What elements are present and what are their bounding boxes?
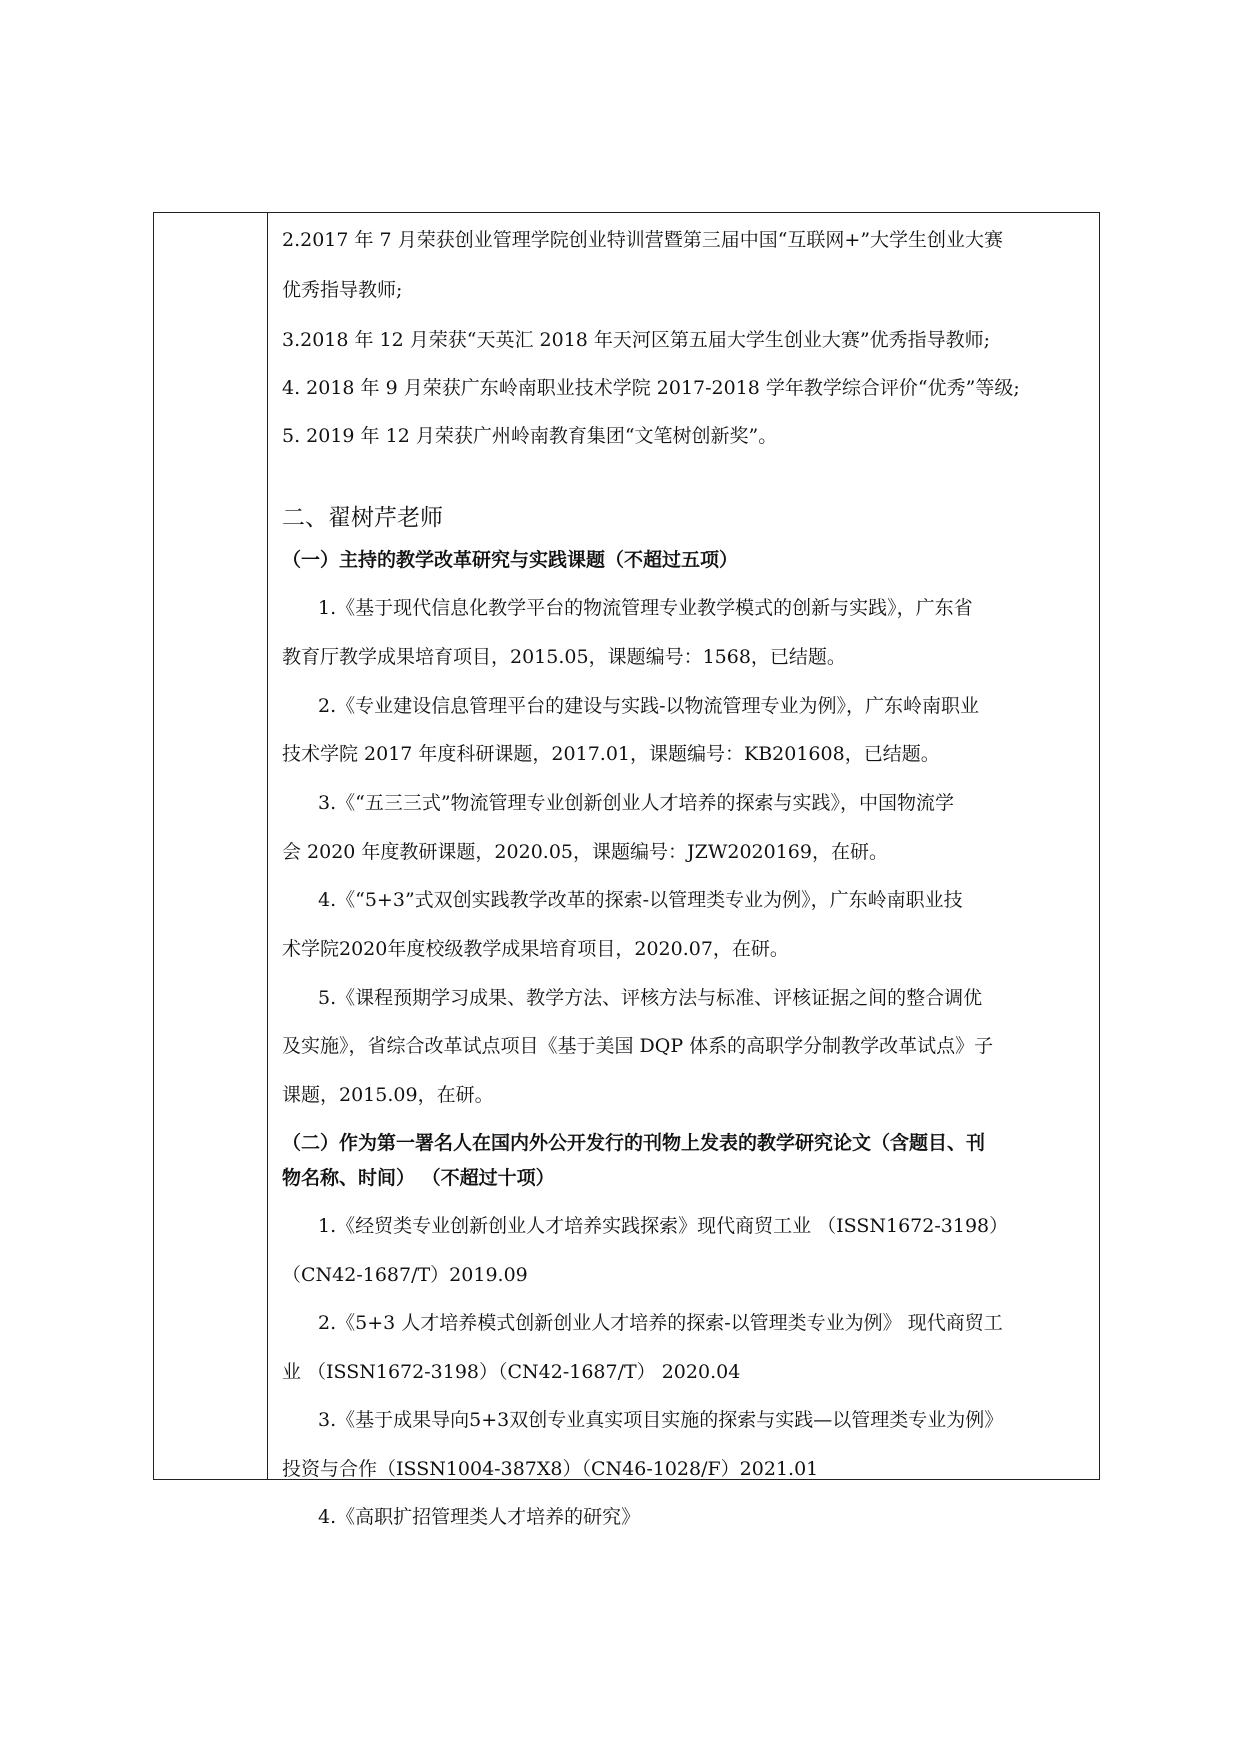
award-line-1: 2.2017 年 7 月荣获创业管理学院创业特训营暨第三届中国“互联网+”大学生创业大赛 bbox=[282, 229, 1004, 251]
award-line-4: 4. 2018 年 9 月荣获广东岭南职业技术学院 2017-2018 学年教学综合评价“优秀”等级; bbox=[282, 377, 1020, 399]
teacher-heading: 二、翟树芹老师 bbox=[282, 505, 443, 531]
paper-2-line-2: 业 （ISSN1672-3198）（CN42-1687/T） 2020.04 bbox=[282, 1361, 741, 1383]
project-1-line-2: 教育厅教学成果培育项目，2015.05，课题编号：1568，已结题。 bbox=[282, 646, 846, 668]
paper-1-line-2: （CN42-1687/T）2019.09 bbox=[282, 1264, 528, 1286]
paper-3-line-1: 3.《基于成果导向5+3双创专业真实项目实施的探索与实践—以管理类专业为例》 bbox=[318, 1409, 1004, 1431]
project-1-line-1: 1.《基于现代信息化教学平台的物流管理专业教学模式的创新与实践》，广东省 bbox=[318, 597, 973, 619]
project-4-line-2: 术学院2020年度校级教学成果培育项目，2020.07，在研。 bbox=[282, 938, 789, 960]
section2-title-line-2: 物名称、时间） （不超过十项） bbox=[282, 1167, 555, 1189]
project-5-line-2: 及实施》，省综合改革试点项目《基于美国 DQP 体系的高职学分制教学改革试点》子 bbox=[282, 1035, 994, 1057]
section2-title-line-1: （二）作为第一署名人在国内外公开发行的刊物上发表的教学研究论文（含题目、刊 bbox=[282, 1132, 986, 1154]
project-5-line-3: 课题，2015.09，在研。 bbox=[282, 1084, 494, 1106]
project-3-line-2: 会 2020 年度教研课题，2020.05，课题编号：JZW2020169，在研。 bbox=[282, 841, 888, 863]
paper-3-line-2: 投资与合作（ISSN1004-387X8）（CN46-1028/F）2021.01 bbox=[282, 1458, 819, 1480]
award-line-5: 5. 2019 年 12 月荣获广州岭南教育集团“文笔树创新奖”。 bbox=[282, 425, 778, 447]
project-4-line-1: 4.《“5+3”式双创实践教学改革的探索-以管理类专业为例》，广东岭南职业技 bbox=[318, 889, 963, 911]
column-divider bbox=[267, 212, 268, 1480]
paper-2-line-1: 2.《5+3 人才培养模式创新创业人才培养的探索-以管理类专业为例》 现代商贸工 bbox=[318, 1312, 1003, 1334]
project-3-line-1: 3.《“五三三式”物流管理专业创新创业人才培养的探索与实践》，中国物流学 bbox=[318, 792, 955, 814]
project-5-line-1: 5.《课程预期学习成果、教学方法、评核方法与标准、评核证据之间的整合调优 bbox=[318, 987, 983, 1009]
award-line-2: 优秀指导教师; bbox=[282, 279, 403, 301]
paper-1-line-1: 1.《经贸类专业创新创业人才培养实践探索》现代商贸工业 （ISSN1672-3198） bbox=[318, 1215, 1009, 1237]
section1-title: （一）主持的教学改革研究与实践课题（不超过五项） bbox=[282, 549, 739, 571]
project-2-line-2: 技术学院 2017 年度科研课题，2017.01，课题编号：KB201608，已结题。 bbox=[282, 743, 940, 765]
paper-4-line-1: 4.《高职扩招管理类人才培养的研究》 bbox=[318, 1506, 641, 1528]
project-2-line-1: 2.《专业建设信息管理平台的建设与实践-以物流管理专业为例》，广东岭南职业 bbox=[318, 695, 980, 717]
award-line-3: 3.2018 年 12 月荣获“天英汇 2018 年天河区第五届大学生创业大赛”优秀指导教师; bbox=[282, 329, 991, 351]
